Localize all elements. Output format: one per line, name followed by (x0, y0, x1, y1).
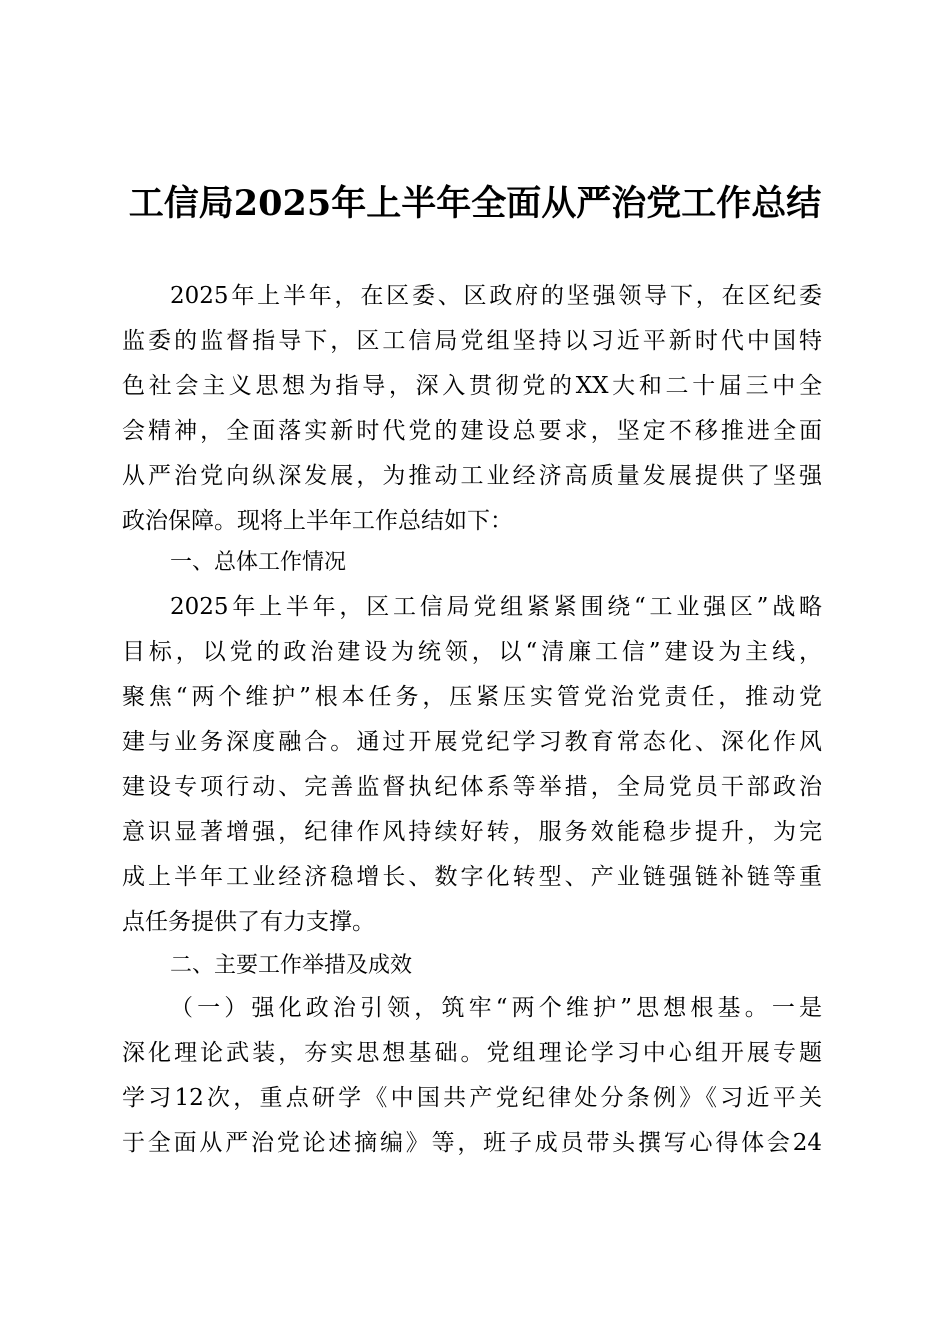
section1-line: 点任务提供了有力支撑。 (122, 909, 375, 935)
intro-line: 监委的监督指导下，区工信局党组坚持以习近平新时代中国特 (122, 328, 822, 354)
intro-line: 从严治党向纵深发展，为推动工业经济高质量发展提供了坚强 (122, 463, 822, 489)
section-heading-1: 一、总体工作情况 (170, 550, 347, 575)
section2-line: 深化理论武装，夯实思想基础。党组理论学习中心组开展专题 (122, 1040, 822, 1066)
section-heading-2: 二、主要工作举措及成效 (170, 953, 413, 978)
intro-line: 2025年上半年，在区委、区政府的坚强领导下，在区纪委 (170, 283, 822, 309)
section1-line: 建设专项行动、完善监督执纪体系等举措，全局党员干部政治 (122, 774, 822, 800)
intro-line: 色社会主义思想为指导，深入贯彻党的XX大和二十届三中全 (122, 373, 822, 399)
section2-line: 学习12次，重点研学《中国共产党纪律处分条例》《习近平关 (122, 1085, 822, 1111)
section1-line: 成上半年工业经济稳增长、数字化转型、产业链强链补链等重 (122, 864, 822, 890)
section1-line: 目标，以党的政治建设为统领，以“清廉工信”建设为主线， (122, 639, 822, 665)
section1-paragraph (122, 585, 822, 945)
section1-line: 意识显著增强，纪律作风持续好转，服务效能稳步提升，为完 (122, 819, 822, 845)
intro-line: 政治保障。现将上半年工作总结如下： (122, 508, 513, 534)
section2-line: （一）强化政治引领，筑牢“两个维护”思想根基。一是 (170, 995, 822, 1021)
section1-line: 建与业务深度融合。通过开展党纪学习教育常态化、深化作风 (122, 729, 822, 755)
intro-line: 会精神，全面落实新时代党的建设总要求，坚定不移推进全面 (122, 418, 822, 444)
section1-line: 聚焦“两个维护”根本任务，压紧压实管党治党责任，推动党 (122, 684, 822, 710)
section1-line: 2025年上半年，区工信局党组紧紧围绕“工业强区”战略 (170, 594, 822, 620)
document-title: 工信局2025年上半年全面从严治党工作总结 (128, 183, 822, 224)
intro-paragraph (122, 274, 822, 544)
section2-paragraph (122, 986, 822, 1166)
section2-line: 于全面从严治党论述摘编》等，班子成员带头撰写心得体会24 (122, 1130, 822, 1156)
